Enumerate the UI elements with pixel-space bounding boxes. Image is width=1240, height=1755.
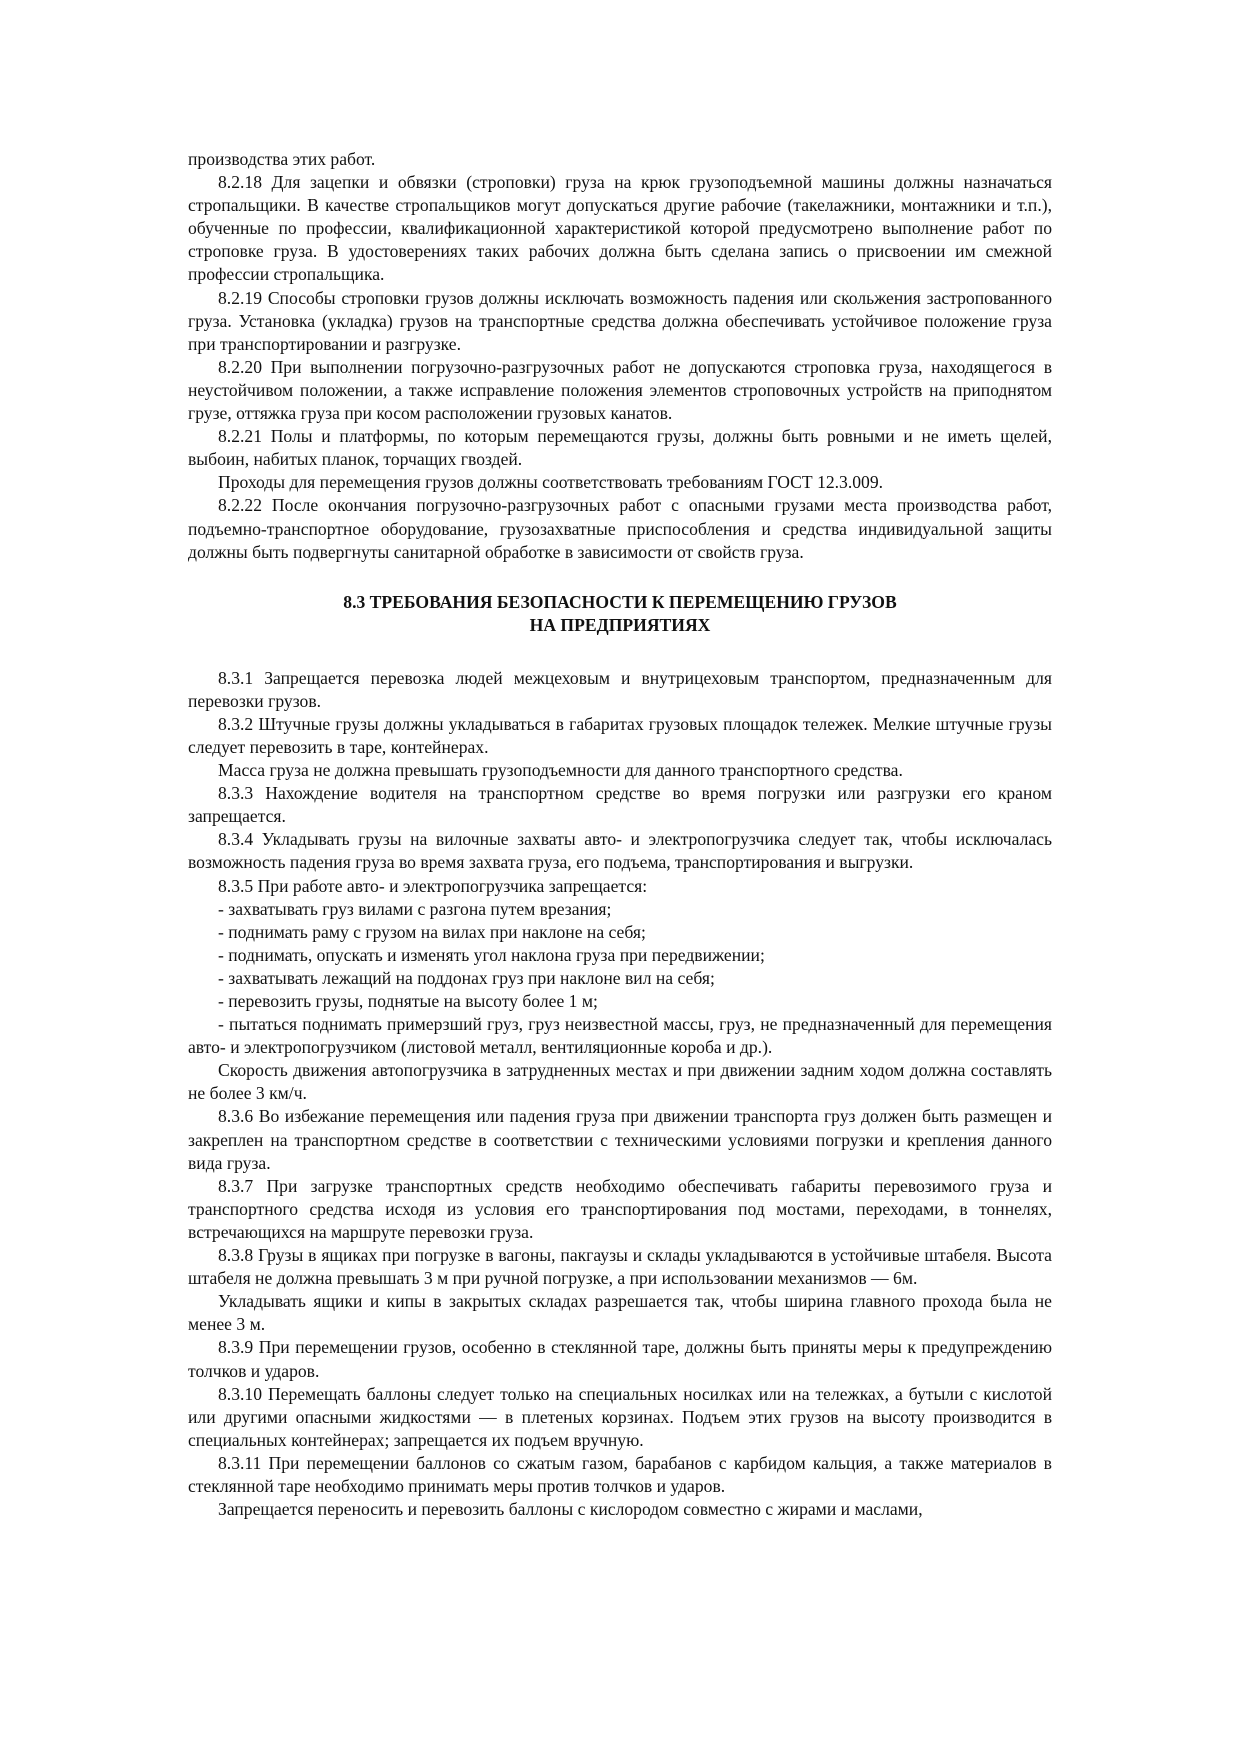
paragraph: 8.3.9 При перемещении грузов, особенно в стеклянной таре, должны быть приняты меры к предупреждению толчков и ударов. [188,1337,1052,1381]
section-heading-line-2: НА ПРЕДПРИЯТИЯХ [529,615,711,636]
paragraph: Укладывать ящики и кипы в закрытых складах разрешается так, чтобы ширина главного прохода была не менее 3 м. [188,1291,1052,1335]
paragraph: - захватывать лежащий на поддонах груз при наклоне вил на себя; [218,967,715,988]
document-page [188,148,1052,1521]
paragraph: - захватывать груз вилами с разгона путем врезания; [218,898,612,919]
paragraph: - поднимать, опускать и изменять угол наклона груза при передвижении; [218,944,765,965]
paragraph: 8.3.5 При работе авто- и электропогрузчика запрещается: [218,875,648,896]
paragraph: 8.2.19 Способы строповки грузов должны исключать возможность падения или скольжения застропованного груза. Установка (укладка) грузов на транспортные средства должна обеспечивать устойчивое положение груза при транспортировании и разгрузке. [188,287,1052,354]
section-8-2-text [188,148,1052,564]
paragraph: 8.3.6 Во избежание перемещения или падения груза при движении транспорта груз должен быть размещен и закреплен на транспортном средстве в соответствии с техническими условиями погрузки и крепления данного вида груза. [188,1106,1052,1173]
section-heading-line-1: 8.3 ТРЕБОВАНИЯ БЕЗОПАСНОСТИ К ПЕРЕМЕЩЕНИЮ ГРУЗОВ [343,591,897,612]
paragraph: 8.3.10 Перемещать баллоны следует только на специальных носилках или на тележках, а бутыли с кислотой или другими опасными жидкостями — в плетеных корзинах. Подъем этих грузов на высоту производится в специальных контейнерах; запрещается их подъем вручную. [188,1383,1052,1450]
paragraph: 8.2.22 После окончания погрузочно-разгрузочных работ с опасными грузами места производства работ, подъемно-транспортное оборудование, грузозахватные приспособления и средства индивидуальной защиты должны быть подвергнуты санитарной обработке в зависимости от свойств груза. [188,495,1052,562]
paragraph: 8.2.21 Полы и платформы, по которым перемещаются грузы, должны быть ровными и не иметь щелей, выбоин, набитых планок, торчащих гвоздей. [188,426,1052,470]
paragraph: 8.2.20 При выполнении погрузочно-разгрузочных работ не допускаются строповка груза, находящегося в неустойчивом положении, а также исправление положения элементов строповочных устройств на приподнятом грузе, оттяжка груза при косом расположении грузовых канатов. [188,356,1052,424]
paragraph: 8.3.1 Запрещается перевозка людей межцеховым и внутрицеховым транспортом, предназначенным для перевозки грузов. [188,667,1052,711]
paragraph: 8.3.8 Грузы в ящиках при погрузке в вагоны, пакгаузы и склады укладываются в устойчивые штабеля. Высота штабеля не должна превышать 3 м при ручной погрузке, а при использовании механизмов — 6м. [188,1245,1052,1289]
paragraph: - перевозить грузы, поднятые на высоту более 1 м; [218,991,598,1011]
paragraph: - пытаться поднимать примерзший груз, груз неизвестной массы, груз, не предназначенный для перемещения авто- и электропогрузчиком (листовой металл, вентиляционные короба и др.). [188,1014,1052,1058]
paragraph: 8.3.2 Штучные грузы должны укладываться в габаритах грузовых площадок тележек. Мелкие штучные грузы следует перевозить в таре, контейнерах. [188,713,1052,757]
paragraph: Проходы для перемещения грузов должны соответствовать требованиям ГОСТ 12.3.009. [218,472,884,493]
paragraph: Масса груза не должна превышать грузоподъемности для данного транспортного средства. [218,760,903,781]
section-heading [188,591,1052,638]
section-8-3-text [188,667,1052,1521]
paragraph: Скорость движения автопогрузчика в затрудненных местах и при движении задним ходом должна составлять не более 3 км/ч. [188,1060,1052,1104]
paragraph: 8.3.11 При перемещении баллонов со сжатым газом, барабанов с карбидом кальция, а также материалов в стеклянной таре необходимо принимать меры против толчков и ударов. [188,1452,1052,1496]
paragraph: 8.3.3 Нахождение водителя на транспортном средстве во время погрузки или разгрузки его краном запрещается. [188,783,1052,827]
paragraph: 8.3.4 Укладывать грузы на вилочные захваты авто- и электропогрузчика следует так, чтобы исключалась возможность падения груза во время захвата груза, его подъема, транспортирования и выгрузки. [188,829,1052,873]
paragraph: Запрещается переносить и перевозить баллоны с кислородом совместно с жирами и маслами, [218,1499,923,1520]
paragraph: производства этих работ. [188,149,376,169]
paragraph: 8.3.7 При загрузке транспортных средств необходимо обеспечивать габариты перевозимого груза и транспортного средства исходя из условия его транспортирования под мостами, переходами, в тоннелях, встречающихся на маршруте перевозки груза. [188,1175,1052,1242]
paragraph: - поднимать раму с грузом на вилах при наклоне на себя; [218,921,646,942]
paragraph: 8.2.18 Для зацепки и обвязки (строповки) груза на крюк грузоподъемной машины должны назначаться стропальщики. В качестве стропальщиков могут допускаться другие рабочие (такелажники, монтажники и т.п.), обученные по профессии, квалификационной характеристикой которой предусмотрено выполнение работ по строповке груза. В удостоверениях таких рабочих должна быть сделана запись о присвоении им смежной профессии стропальщика. [188,172,1052,285]
